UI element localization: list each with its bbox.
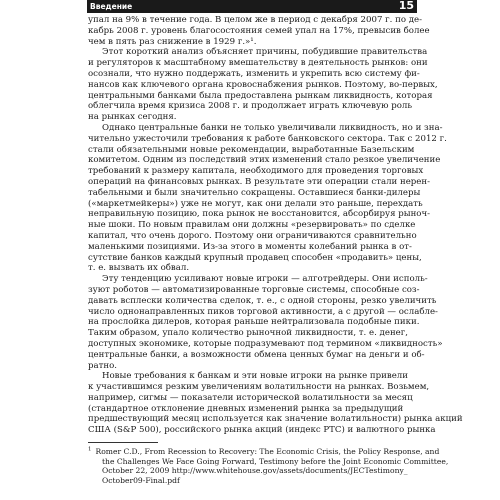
footnote-line: the Challenges We Face Going Forward, Testimony before the Joint Economic Committee,	[102, 456, 449, 466]
text-line: и регуляторов к масштабному вмешательству в деятельность рынков: они	[88, 58, 428, 69]
paragraph	[88, 15, 430, 47]
text-line: Этот короткий анализ объясняет причины, побудившие правительства	[102, 47, 428, 58]
text-line: требований к размеру капитала, необходимого для проведения торговых	[88, 166, 424, 177]
footnote-text: Romer C.D., From Recession to Recovery: The Economic Crisis, the Policy Response, and	[95, 447, 440, 457]
text-line: число однонаправленных пиков торговой активности, а с другой — ослабле-	[88, 306, 438, 317]
footnote-line: October 22, 2009 http://www.whitehouse.gov/assets/documents/JECTestimony_	[102, 466, 408, 476]
text-line: капитал, что очень дорого. Поэтому они ограничиваются сравнительно	[88, 230, 417, 241]
text-line: к участившимся резким увеличениям волатильности на рынках. Возьмем,	[88, 382, 430, 393]
running-header	[87, 0, 417, 13]
text-line: комитетом. Одним из последствий этих изменений стало резкое увеличение	[88, 155, 441, 166]
text-line: предшествующий месяц используется как значение волатильности) рынка акций	[88, 414, 463, 425]
text-line: например, сигмы — показатели исторической волатильности за месяц	[88, 392, 413, 403]
page-body	[88, 15, 463, 485]
text-line: упал на 9% в течение года. В целом же в период с декабря 2007 г. по де-	[88, 15, 423, 25]
text-line: Новые требования к банкам и эти новые игроки на рынке привели	[102, 371, 408, 382]
text-line: доступных экономике, которые подразумевают под термином «ликвидность»	[88, 338, 443, 349]
text-line: Таким образом, упало количество рыночной ликвидности, т. е. денег,	[88, 328, 408, 339]
paragraph	[88, 122, 447, 274]
footnote-rule	[88, 442, 158, 443]
paragraphs	[88, 15, 463, 436]
text-line: Эту тенденцию усиливают новые игроки — алготрейдеры. Они исполь-	[102, 274, 428, 285]
text-line: чительно ужесточили требования к работе банковского сектора. Так с 2012 г.	[88, 133, 447, 144]
text-line: неправильную позицию, пока рынок не восстановится, абсорбируя рыноч-	[88, 209, 431, 220]
text-line: стали обязательными новые рекомендации, выработанные Базельским	[88, 144, 415, 155]
text-line: на прослойка дилеров, которая раньше нейтрализовала подобные пики.	[88, 317, 420, 328]
text-line: центральными банками была предоставлена рынкам ликвидность, которая	[88, 90, 433, 101]
text-line: осознали, что нужно поддержать, изменить и укрепить всю систему фи-	[88, 68, 420, 79]
text-line: табельными и были значительно сокращены. Оставшиеся банки-дилеры	[88, 187, 421, 198]
text-line: ратно.	[88, 360, 118, 371]
text-line: сутствие банков каждый крупный продавец способен «продавить» цены,	[88, 252, 422, 263]
paragraph	[88, 274, 443, 371]
page-number: 15	[398, 0, 414, 12]
text-line: давать всплески количества сделок, т. е., с одной стороны, резко увеличить	[88, 295, 437, 306]
footnote-line	[88, 446, 440, 457]
footnote-line: October09-Final.pdf	[102, 475, 180, 485]
text-line: зуют роботов — автоматизированные торговые системы, способные соз-	[88, 284, 420, 295]
text-line: т. е. вызвать их обвал.	[88, 263, 190, 274]
text-line: облегчила время кризиса 2008 г. и продолжает играть ключевую роль	[88, 101, 413, 112]
paragraph	[88, 47, 438, 123]
text-line: на рынках сегодня.	[88, 112, 177, 123]
text-line: нансов как ключевого органа кровоснабжения рынков. Поэтому, во-первых,	[88, 79, 438, 90]
text-line: Однако центральные банки не только увеличивали ликвидность, но и зна-	[102, 122, 443, 133]
text-line: маленькими позициями. Из-за этого в моменты колебаний рынка в от-	[88, 241, 412, 252]
footnote-marker: 1	[88, 446, 92, 453]
text-line: чем в пять раз снижение в 1929 г.»¹.	[88, 36, 257, 47]
footnote	[88, 446, 449, 485]
paragraph	[88, 371, 463, 436]
text-line: кабрь 2008 г. уровень благосостояния семей упал на 17%, превысив более	[88, 25, 430, 36]
text-line: ные шоки. По новым правилам они должны «резервировать» по сделке	[88, 220, 416, 231]
text-line: («маркетмейкеры») уже не могут, как они делали это раньше, перехдать	[88, 198, 423, 209]
text-line: центральные банки, а возможности обмена ценных бумаг на деньги и об-	[88, 349, 425, 360]
text-line: (стандартное отклонение дневных изменений рынка за предыдущий	[88, 403, 404, 414]
section-title: Введение	[90, 2, 133, 11]
text-line: операций на финансовых рынках. В результате эти операции стали нерен-	[88, 176, 431, 187]
text-line: США (S&P 500), российского рынка акций (индекс РТС) и валютного рынка	[88, 425, 436, 436]
footnote-lines	[88, 446, 449, 485]
